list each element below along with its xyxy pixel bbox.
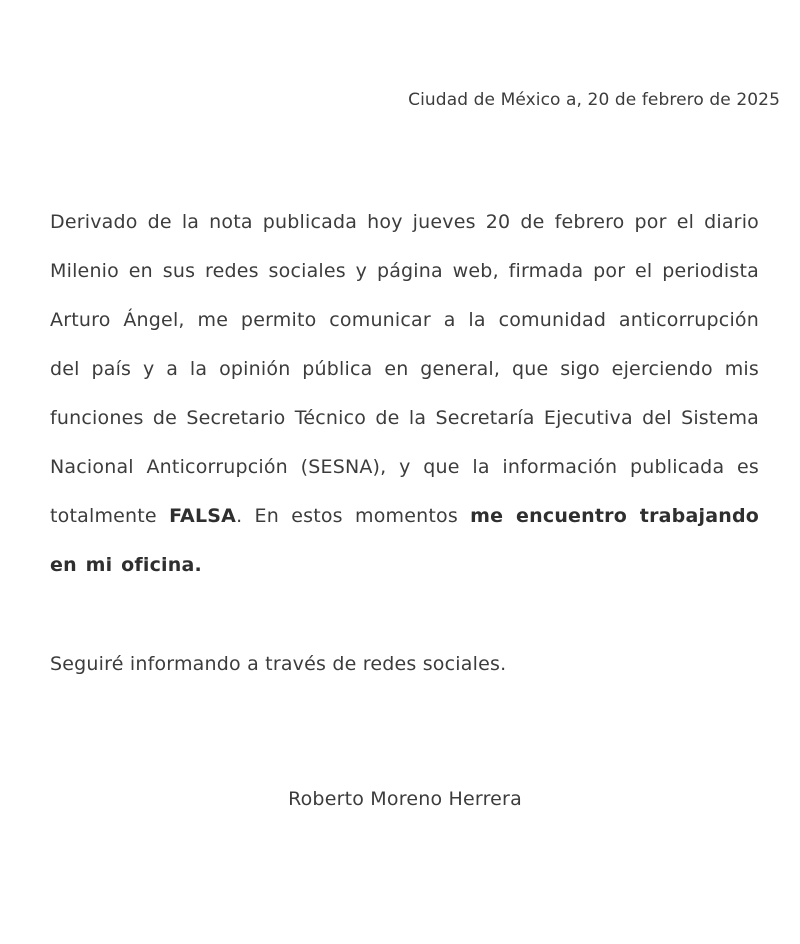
- paragraph-text-1: Derivado de la nota publicada hoy jueves 20 de febrero por el diario Milenio en sus redes sociales y página web, firmada por el periodista Arturo Ángel, me permito comunicar a la comunidad anticorrupción del país y a la opinión pública en general, que sigo ejerciendo mis funciones de Secretario Técnico de la Secretaría Ejecutiva del Sistema Nacional Anticorrupción (SESNA), y que la información publicada es totalmente: [50, 211, 759, 527]
- office-emphasis: me encuentro trabajando en mi oficina.: [50, 505, 759, 576]
- main-paragraph: [50, 198, 759, 590]
- falsa-emphasis: FALSA: [169, 505, 237, 527]
- date-line: Ciudad de México a, 20 de febrero de 2025: [408, 90, 780, 110]
- paragraph-text-2: . En estos momentos: [236, 505, 471, 527]
- closing-line: Seguiré informando a través de redes sociales.: [50, 653, 507, 675]
- signature-name: Roberto Moreno Herrera: [288, 788, 522, 810]
